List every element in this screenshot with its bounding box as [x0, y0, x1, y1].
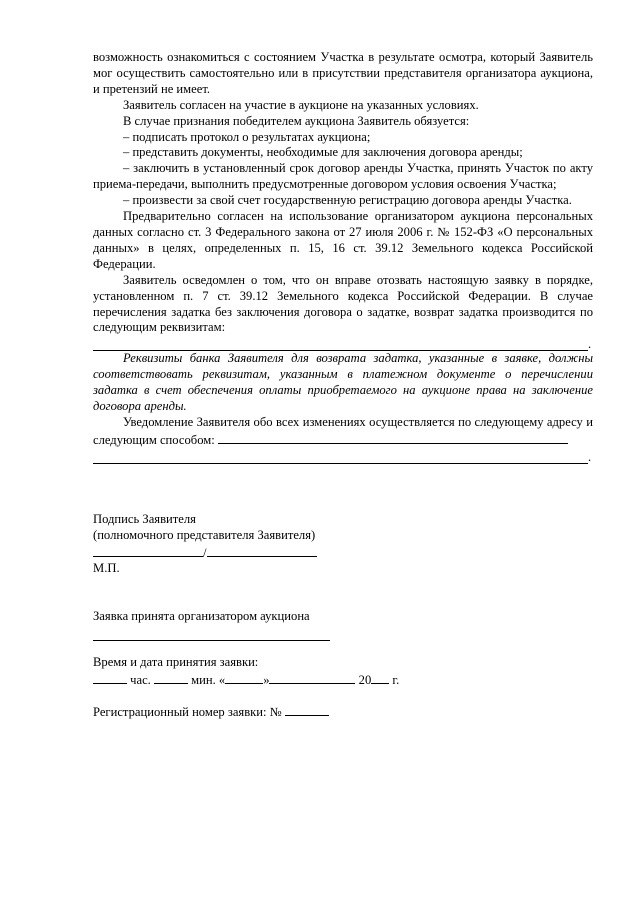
notification-text: Уведомление Заявителя обо всех изменениях осуществляется по следующему адресу и следующим способом:: [93, 414, 593, 447]
obligation-item-4: – произвести за свой счет государственную регистрацию договора аренды Участка.: [123, 193, 572, 208]
minutes-field[interactable]: [154, 671, 188, 684]
signature-representative-label: (полномочного представителя Заявителя): [93, 527, 316, 542]
day-field[interactable]: [225, 671, 263, 684]
notification-address-underline: [93, 449, 588, 464]
signature-field[interactable]: [93, 544, 203, 557]
line-end-dot: .: [588, 337, 592, 352]
bank-details-underline: [93, 336, 588, 351]
hours-field[interactable]: [93, 671, 127, 684]
obligation-item-3: – заключить в установленный срок договор аренды Участка, принять Участок по акту приема-передачи, выполнить предусмотренные договором условия освоения Участка;: [93, 161, 593, 192]
line-end-dot-2: .: [588, 449, 592, 464]
hours-label: час.: [130, 673, 151, 688]
obligation-item-2: – представить документы, необходимые для заключения договора аренды;: [123, 145, 523, 160]
paragraph-personal-data: Предварительно согласен на использование организатором аукциона персональных данных согласно ст. 3 Федерального закона от 27 июля 2006 г. № 152-ФЗ «О персональных данных» в целях, определенных п. 15, 16 ст. 39.12 Земельного кодекса Российской Федерации.: [93, 209, 593, 271]
notification-method-field[interactable]: [218, 431, 568, 444]
acceptance-signature-field[interactable]: [93, 625, 330, 641]
datetime-label: Время и дата принятия заявки:: [93, 655, 259, 670]
signature-label: Подпись Заявителя: [93, 511, 196, 526]
paragraph-obligations-intro: В случае признания победителем аукциона Заявитель обязуется:: [123, 113, 470, 128]
paragraph-consent: Заявитель согласен на участие в аукционе на указанных условиях.: [123, 97, 479, 112]
registration-number-field[interactable]: [285, 703, 329, 716]
obligation-item-1: – подписать протокол о результатах аукциона;: [123, 129, 371, 144]
close-quote: »: [263, 673, 270, 688]
notification-address-line[interactable]: [93, 449, 593, 464]
registration-line: [93, 703, 593, 721]
paragraph-inspection: возможность ознакомиться с состоянием Участка в результате осмотра, который Заявитель мог осуществить самостоятельно или в присутствии представителя организатора аукциона, и претензий не имеет.: [93, 50, 593, 96]
registration-label: Регистрационный номер заявки: №: [93, 705, 282, 720]
year-field[interactable]: [371, 671, 389, 684]
signature-slash: /: [203, 545, 207, 560]
signature-name-field[interactable]: [207, 544, 317, 557]
paragraph-bank-requirements: Реквизиты банка Заявителя для возврата задатка, указанные в заявке, должны соответствовать реквизитам, указанным в платежном документе о перечислении задатка в счет обеспечения оплаты приобретаемого на аукционе права на заключение договора аренды.: [93, 351, 593, 414]
bank-details-line[interactable]: [93, 336, 593, 351]
datetime-fields: [93, 671, 593, 689]
signature-fields: [93, 544, 593, 562]
paragraph-withdrawal: Заявитель осведомлен о том, что он вправе отозвать настоящую заявку в порядке, установленном п. 7 ст. 39.12 Земельного кодекса Российской Федерации. В случае перечисления задатка без заключения договора о задатке, возврат задатка производится по следующим реквизитам:: [93, 272, 593, 335]
month-field[interactable]: [269, 671, 355, 684]
year-prefix: 20: [358, 673, 372, 688]
year-suffix: г.: [392, 673, 400, 688]
stamp-label: М.П.: [93, 561, 120, 576]
acceptance-label: Заявка принята организатором аукциона: [93, 609, 310, 624]
minutes-label: мин. «: [191, 673, 226, 688]
paragraph-notification: [93, 415, 593, 449]
document-page: [93, 50, 593, 721]
